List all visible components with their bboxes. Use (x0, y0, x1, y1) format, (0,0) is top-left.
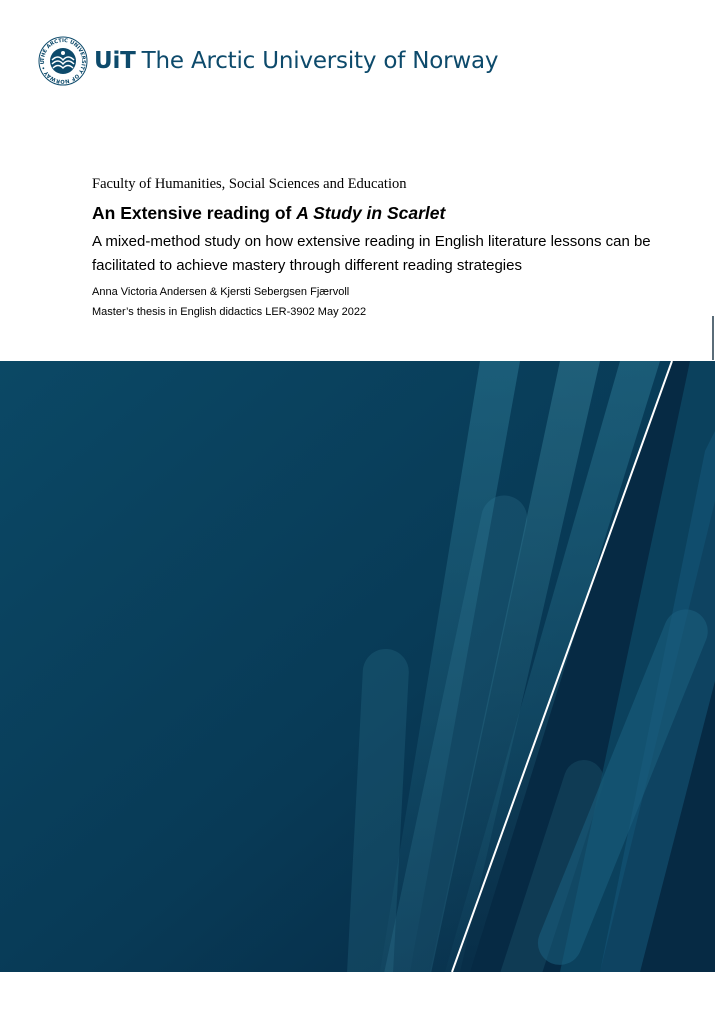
university-wordmark (94, 47, 499, 74)
university-name: The Arctic University of Norway (141, 47, 499, 74)
subtitle-line-1: A mixed-method study on how extensive reading in English literature lessons can be (92, 233, 651, 250)
uit-seal-logo (38, 36, 88, 86)
edge-line-decoration (712, 316, 714, 360)
seal-ring-text: THE ARCTIC UNIVERSITY OF NORWAY • U (39, 37, 87, 85)
cover-graphic (0, 361, 715, 972)
title-prefix: An Extensive reading of (92, 203, 297, 223)
thesis-details: Master’s thesis in English didactics LER-3902 May 2022 (92, 306, 367, 318)
faculty-name: Faculty of Humanities, Social Sciences and Education (92, 176, 407, 192)
thesis-title (92, 203, 692, 224)
subtitle-line-2: facilitated to achieve mastery through different reading strategies (92, 257, 522, 274)
title-book-name: A Study in Scarlet (296, 203, 446, 223)
thesis-subtitle (92, 230, 692, 278)
brand-name: UiT (94, 47, 136, 74)
thesis-authors: Anna Victoria Andersen & Kjersti Sebergsen Fjærvoll (92, 286, 350, 298)
university-header (38, 36, 498, 86)
thesis-info-block (92, 176, 692, 322)
